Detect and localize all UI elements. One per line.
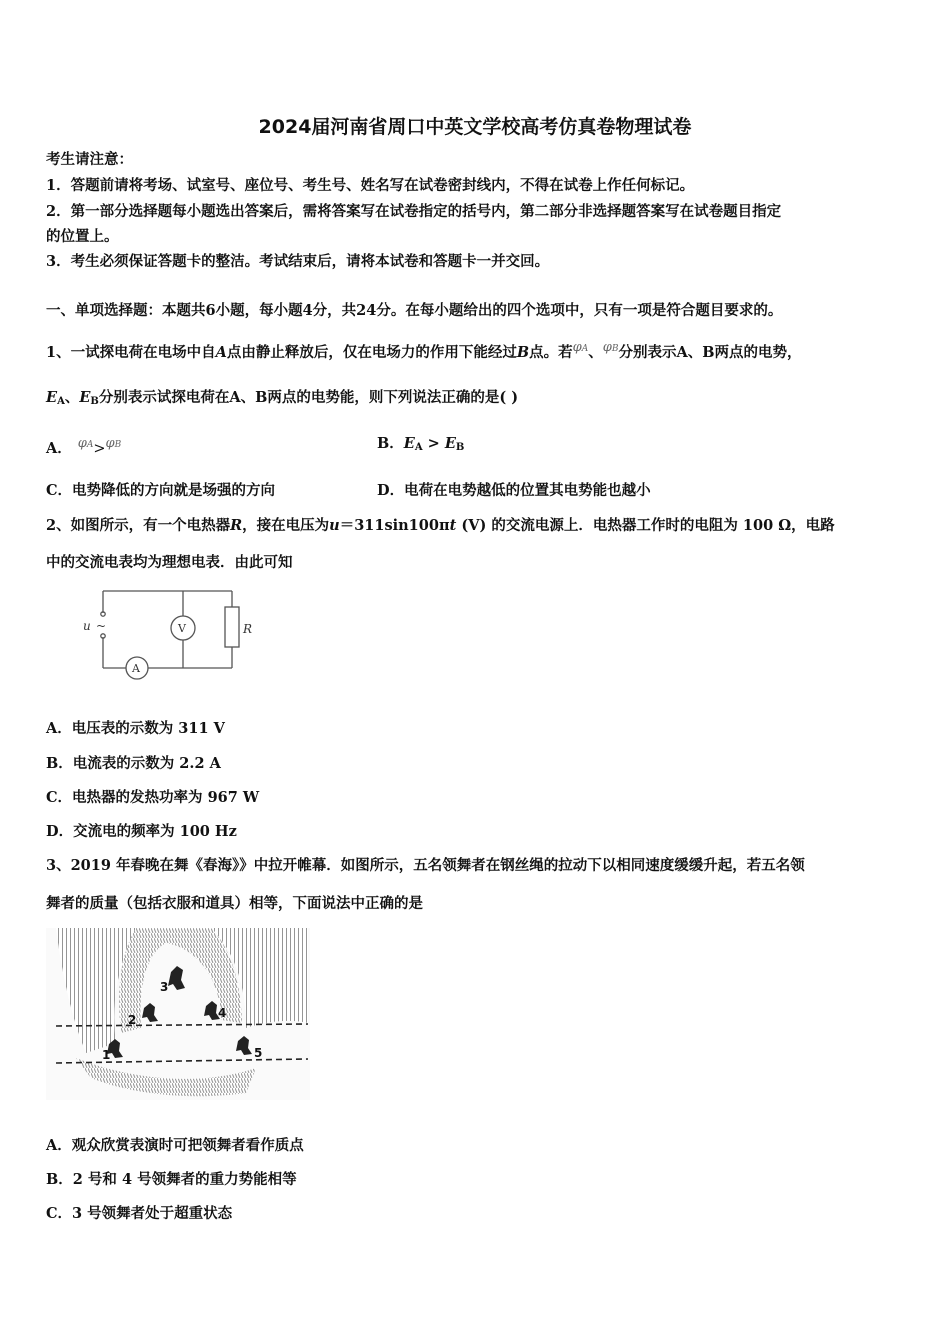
dancer-label-2: 2: [128, 1013, 137, 1027]
dancer-label-4: 4: [218, 1006, 227, 1020]
notice-item-1: 1．答题前请将考场、试室号、座位号、考生号、姓名写在试卷密封线内，不得在试卷上作任何标记。: [46, 177, 695, 194]
phi-a-symbol: φA: [572, 340, 589, 355]
notice-item-2: 2．第一部分选择题每小题选出答案后，需将答案写在试卷指定的括号内，第二部分非选择题答案写在试卷题目指定: [46, 203, 782, 220]
q1-stem-line2: $E_A$、$E_B$分别表示试探电荷在A、B两点的电势能，则下列说法正确的是( ): [46, 389, 519, 407]
dancer-label-1: 1: [102, 1048, 111, 1062]
q1-sep: 、: [588, 344, 603, 361]
page-title: 2024届河南省周口中英文学校高考仿真卷物理试卷: [258, 116, 692, 138]
q2-option-c: C．电热器的发热功率为 967 W: [46, 789, 260, 806]
q1-text-a: 1、一试探电荷在电场中自: [46, 344, 216, 361]
q1-stem-line1: [46, 338, 801, 363]
dancer-label-5: 5: [254, 1046, 263, 1060]
q1-option-c: C．电势降低的方向就是场强的方向: [46, 482, 276, 499]
circuit-label-a: A: [132, 662, 140, 675]
q1-option-b: B．$E_A > E_B$: [377, 435, 465, 453]
q1-option-d: D．电荷在电势越低的位置其电势能也越小: [377, 482, 651, 499]
q1-text-c: 点。若: [529, 344, 573, 361]
circuit-diagram: [75, 583, 253, 688]
stage-photo: [46, 928, 310, 1100]
q1-point-b: B: [516, 344, 530, 361]
q3-stem-line2: 舞者的质量（包括衣服和道具）相等，下面说法中正确的是: [46, 895, 423, 912]
q3-option-b: B．2 号和 4 号领舞者的重力势能相等: [46, 1171, 297, 1188]
dancer-label-3: 3: [160, 980, 169, 994]
circuit-label-u: u: [83, 619, 91, 633]
q1-text-line2: 分别表示试探电荷在A、B两点的电势能，则下列说法正确的是( ): [98, 389, 519, 406]
q1-option-a: A． φA>φB: [46, 436, 122, 457]
q2-stem-line2: 中的交流电表均为理想电表．由此可知: [46, 554, 293, 571]
section-heading: 一、单项选择题：本题共6小题，每小题4分，共24分。在每小题给出的四个选项中，只有一项是符合题目要求的。: [46, 302, 783, 319]
circuit-label-r: R: [243, 622, 253, 636]
q3-option-c: C．3 号领舞者处于超重状态: [46, 1205, 233, 1222]
notice-item-3: 3．考生必须保证答题卡的整洁。考试结束后，请将本试卷和答题卡一并交回。: [46, 253, 550, 270]
q2-option-d: D．交流电的频率为 100 Hz: [46, 823, 237, 840]
phi-b-symbol: φB: [602, 340, 619, 355]
q2-stem-line1: 2、如图所示，有一个电热器R，接在电压为u＝311sin100πt (V) 的交流电源上．电热器工作时的电阻为 100 Ω，电路: [46, 517, 835, 534]
q3-stem-line1: 3、2019 年春晚在舞《春海》》中拉开帷幕．如图所示，五名领舞者在钢丝绳的拉动下以相同速度缓缓升起，若五名领: [46, 857, 805, 874]
notice-heading: 考生请注意：: [46, 151, 133, 168]
q1-point-a: A: [215, 344, 227, 361]
notice-item-2-cont: 的位置上。: [46, 228, 119, 245]
q2-option-a: A．电压表的示数为 311 V: [46, 720, 225, 737]
q1-text-d: 分别表示A、B两点的电势，: [618, 344, 802, 361]
q3-option-a: A．观众欣赏表演时可把领舞者看作质点: [46, 1137, 304, 1154]
circuit-label-tilde: ~: [96, 619, 107, 633]
circuit-label-v: V: [178, 622, 186, 635]
q1-text-b: 点由静止释放后，仅在电场力的作用下能经过: [226, 344, 517, 361]
q2-option-b: B．电流表的示数为 2.2 A: [46, 755, 221, 772]
